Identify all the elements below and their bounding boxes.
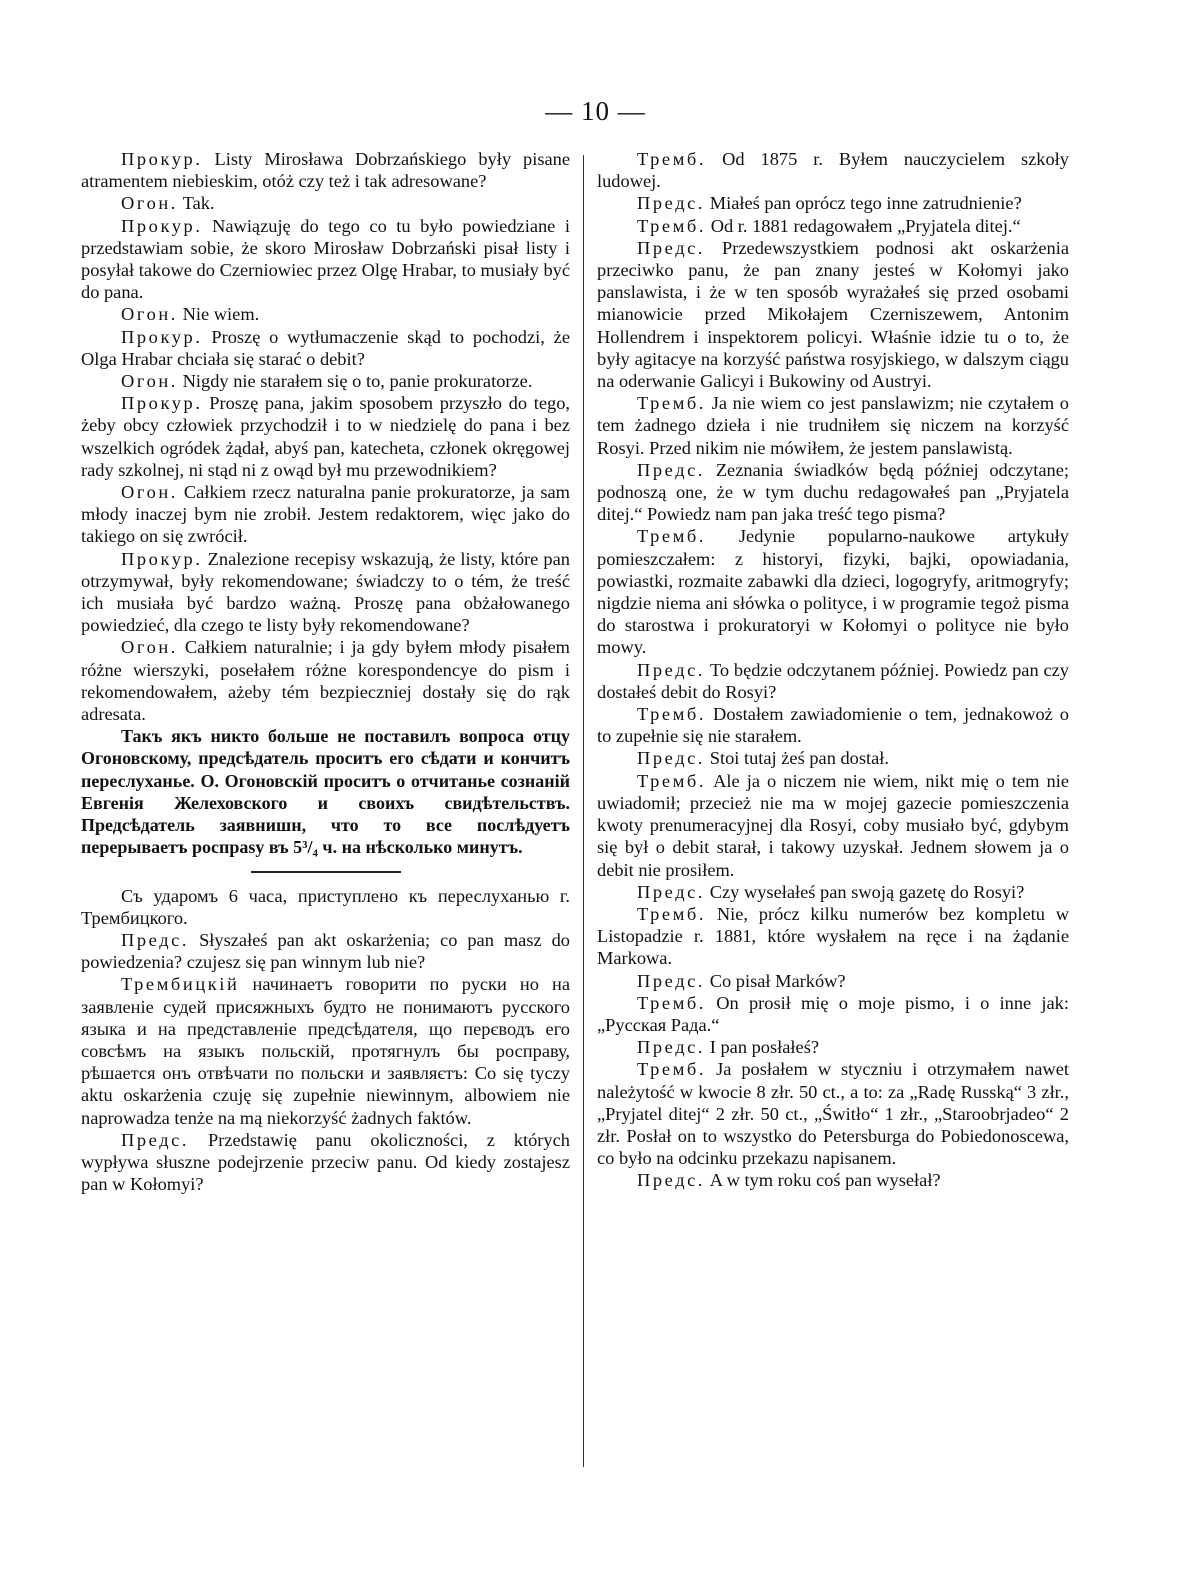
dialogue-paragraph [81,192,570,214]
paragraph-text: I pan posłałeś? [709,1037,820,1058]
speaker-label: Прокур. [121,548,203,569]
speaker-label: Предс. [121,929,190,950]
left-column [81,148,570,1195]
speaker-label: Тремб. [637,1059,707,1080]
speaker-label: Предс. [637,881,706,902]
paragraph-text: Stoi tutaj żeś pan dostał. [709,748,890,769]
dialogue-paragraph [81,1129,570,1196]
paragraph-text: Ale ja o niczem nie wiem, nikt mię o tem nie uwiadomił; przecież nie ma w mojej gazecie pomieszczenia kwoty prenumeracyjnej dla Rosyi, coby musiało być, gdybym się był o debit starał, i takowy uzyskał. Jednem słowem ja o debit nie prosiłem. [597,770,1069,880]
dialogue-paragraph [597,1058,1069,1169]
dialogue-paragraph [597,903,1069,970]
paragraph-text: Dostałem zawiadomienie o tem, jednakowoż o to zupełnie się nie starałem. [597,704,1069,747]
dialogue-paragraph [597,1036,1069,1058]
speaker-label: Предс. [637,1170,706,1191]
dialogue-paragraph [597,992,1069,1036]
speaker-label: Тремб. [637,903,707,924]
dialogue-paragraph [597,392,1069,459]
dialogue-paragraph [81,885,570,929]
speaker-label: Предс. [637,459,706,480]
paragraph-text: Nie wiem. [182,304,260,325]
dialogue-paragraph [597,770,1069,881]
dialogue-paragraph [81,636,570,725]
speaker-label: Огон. [121,371,179,392]
speaker-label: Предс. [637,237,706,258]
paragraph-text: Co pisał Marków? [709,970,846,991]
speaker-label: Прокур. [121,149,203,169]
dialogue-paragraph [597,703,1069,747]
paragraph-text: начинаетъ говорити по руски но на заявленіе судей присяжныхъ будто не понимаютъ русского языка и на представленіе предсѣдателя, що перєводъ его совсѣмъ на языкъ польскій, протягнулъ бы росправу, рѣшается онъ отвѣчати по польски и заявляєтъ: Co się tyczy aktu oskarżenia czuję się zupełnie niewinnym, albowiem nie naprowadza tenże na mą niekorzyść żadnych faktów. [81,974,570,1128]
dialogue-paragraph [597,1169,1069,1191]
paragraph-text: A w tym roku coś pan wysełał? [709,1170,941,1191]
dialogue-paragraph [81,973,570,1128]
right-column [597,148,1069,1192]
speaker-label: Тремб. [637,149,707,169]
speaker-label: Предс. [637,970,706,991]
speaker-label: Огон. [121,193,179,214]
paragraph-text: On prosił mię o moje pismo, i o inne jak: „Русская Рада.“ [597,992,1069,1035]
paragraph-text: Miałeś pan oprócz tego inne zatrudnienie? [709,193,1022,214]
speaker-label: Прокур. [121,393,203,414]
paragraph-text: Słyszałeś pan akt oskarżenia; co pan masz do powiedzenia? czujesz się pan winnym lub nie? [81,929,570,973]
paragraph-text: Nie, prócz kilku numerów bez kompletu w Listopadzie r. 1881, które wysłałem na ręce i na żądanie Markowa. [597,903,1069,969]
speaker-label: Тремб. [637,215,707,236]
speaker-label: Предс. [637,659,706,680]
paragraph-text: Ja posłałem w styczniu i otrzymałem nawet należytość w kwocie 8 złr. 50 ct., a to: za „Radę Russką“ 3 złr., „Pryjatel ditej“ 2 złr. 50 ct., „Świtło“ 1 złr., „Staroobrjadeo“ 2 złr. Posłał on to wszystko do Petersburga do Pobiedonoscewa, co było na odcinku przekazu napisanem. [597,1059,1069,1169]
dialogue-paragraph [81,929,570,973]
paragraph-text: Proszę o wytłumaczenie skąd to pochodzi, że Olga Hrabar chciała się starać o debit? [81,326,570,369]
speaker-label: Тремб. [637,992,707,1013]
paragraph-text: To będzie odczytanem później. Powiedz pan czy dostałeś debit do Rosyi? [597,659,1069,702]
speaker-label: Огон. [121,482,179,503]
dialogue-paragraph [597,148,1069,192]
paragraph-text: Tak. [182,193,215,214]
dialogue-paragraph [81,148,570,192]
paragraph-text: Nawiązuję do tego co tu było powiedziane i przedstawiam sobie, że skoro Mirosław Dobrzański pisał listy i posyłał takowe do Czerniowiec przez Olgę Hrabar, to musiały być do pana. [81,215,570,303]
page-number: — 10 — [545,96,646,126]
paragraph-text: Listy Mirosława Dobrzańskiego były pisane atramentem niebieskim, otóż czy też i tak adresowane? [81,149,570,192]
paragraph-text: Nigdy nie starałem się o to, panie prokuratorze. [182,371,533,392]
dialogue-paragraph [81,370,570,392]
section-rule [251,871,401,873]
paragraph-text: Od r. 1881 redagowałem „Pryjatela ditej.“ [710,215,1021,236]
speaker-label: Огон. [121,637,179,658]
paragraph-text: Такъ якъ никто больше не поставилъ вопроса отцу Огоновскому, предсѣдатель проситъ его сѣдати и кончитъ переслуханье. О. Огоновскій проситъ о отчитанье сознаній Евгенія Желеховского и своихъ свидѣтельствъ. Предсѣдатель заявнишн, что то все послѣдуетъ перерываетъ роспраsу въ 5³/₄ ч. на нѣсколько минутъ. [81,726,570,858]
dialogue-paragraph [81,303,570,325]
paragraph-text: Znalezione recepisy wskazują, że listy, które pan otrzymywał, były rekomendowane; świadczy to o tém, że treść ich musiała być bardzo ważną. Proszę pana obżałowanego powiedzieć, dla czego te listy były rekomendowane? [81,548,570,636]
paragraph-text: Czy wysełałeś pan swoją gazetę do Rosyi? [709,881,1025,902]
dialogue-paragraph [597,747,1069,769]
speaker-label: Тремб. [637,770,707,791]
speaker-label: Предс. [121,1129,190,1150]
dialogue-paragraph [597,237,1069,392]
paragraph-text: Całkiem naturalnie; i ja gdy byłem młody pisałem różne wierszyki, posełałem różne korespondencye do pism i rekomendowałem, ażeby tém bezpieczniej dostały się do rąk adresata. [81,637,570,725]
dialogue-paragraph [81,392,570,481]
dialogue-paragraph [81,481,570,548]
paragraph-text: Jedynie popularno-naukowe artykuły pomieszczałem: z historyi, fizyki, bajki, opowiadania, powiastki, rozmaite zabawki dla dzieci, logogryfy, aritmogryfy; nigdzie niema ani słówka o polityce, i w programie tegoż pisma do starostwa i prokuratoryi w Kołomyi o polityce nie było mowy. [597,526,1069,658]
speaker-label: Тремб. [637,393,707,414]
speaker-label: Тремб. [637,526,707,547]
speaker-label: Предс. [637,1037,706,1058]
dialogue-paragraph [597,881,1069,903]
dialogue-paragraph [597,215,1069,237]
dialogue-paragraph [81,548,570,637]
paragraph-text: Съ ударомъ 6 часа, приступлено къ переслуханью г. Трембицкого. [81,885,570,928]
paragraph-text: Od 1875 r. Byłem nauczycielem szkoły ludowej. [597,149,1069,192]
speaker-label: Прокур. [121,215,203,236]
paragraph-text: Ja nie wiem co jest panslawizm; nie czytałem o tem żadnego dzieła i nie trudniłem się niczem na korzyść Rosyi. Przed nikim nie mówiłem, że jestem panslawistą. [597,393,1069,458]
paragraph-text: Całkiem rzecz naturalna panie prokuratorze, ja sam młody inaczej bym nie zrobił. Jestem redaktorem, więc jako do takiego on się zwrócił. [81,482,570,547]
column-divider [583,155,584,1467]
dialogue-paragraph [597,459,1069,526]
dialogue-paragraph [81,215,570,304]
dialogue-paragraph [597,525,1069,658]
paragraph-text: Proszę pana, jakim sposobem przyszło do tego, żeby obcy człowiek przychodził i to w niedzielę do pana i bez wszelkich ogródek żądał, abyś pan, katecheta, członek okręgowej rady szkolnej, ni stąd ni z owąd był mu przewodnikiem? [81,393,570,480]
speaker-label: Предс. [637,748,706,769]
dialogue-paragraph [597,970,1069,992]
paragraph-text: Przedstawię panu okoliczności, z których wypływa słuszne podejrzenie przeciw panu. Od kiedy zostajesz pan w Kołomyi? [81,1129,570,1195]
dialogue-paragraph [81,326,570,370]
speaker-label: Тремб. [637,704,707,725]
speaker-label: Огон. [121,304,179,325]
paragraph-text: Zeznania świadków będą później odczytane; podnoszą one, że w tym duchu redagowałeś pan „Pryjatela ditej.“ Powiedz nam pan jaka treść tego pisma? [597,459,1069,525]
paragraph-text: Przedewszystkiem podnosi akt oskarżenia przeciwko panu, że pan znany jesteś w Kołomyi jako panslawista, i że w ten sposób wyrażałeś się przed osobami mianowicie przed Mikołajem Czerniszewem, Antonim Hollendrem i inspektorem policyi. Właśnie idzie tu o to, że były agitacye na korzyść państwa rosyjskiego, w dalszym ciągu na oderwanie Galicyi i Bukowiny od Austryi. [597,237,1069,392]
speaker-label: Предс. [637,193,706,214]
dialogue-paragraph [597,192,1069,214]
speaker-label: Трембицкій [121,974,240,995]
dialogue-paragraph [81,725,570,858]
speaker-label: Прокур. [121,326,203,347]
dialogue-paragraph [597,659,1069,703]
